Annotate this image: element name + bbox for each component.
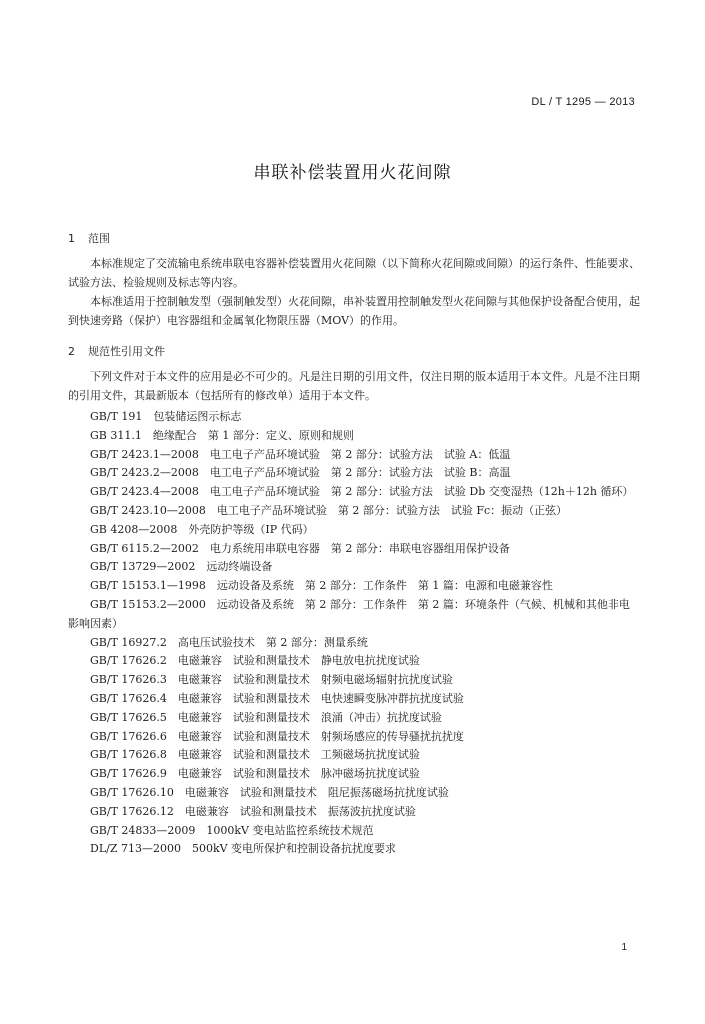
normative-reference-list [68,408,640,859]
reference-item: GB 311.1 绝缘配合 第 1 部分：定义、原则和规则 [90,428,354,442]
scope-paragraph-2: 本标准适用于控制触发型（强制触发型）火花间隙，串补装置用控制触发型火花间隙与其他保护设备配合使用，起到快速旁路（保护）电容器组和金属氧化物限压器（MOV）的作用。 [68,295,640,327]
document-title: 串联补偿装置用火花间隙 [253,163,452,183]
reference-item: GB/T 17626.4 电磁兼容 试验和测量技术 电快速瞬变脉冲群抗扰度试验 [90,691,464,705]
reference-item: GB/T 2423.10—2008 电工电子产品环境试验 第 2 部分：试验方法 试验 Fc：振动（正弦） [90,503,568,517]
reference-item: GB/T 17626.12 电磁兼容 试验和测量技术 振荡波抗扰度试验 [90,804,416,818]
reference-item: GB/T 17626.5 电磁兼容 试验和测量技术 浪涌（冲击）抗扰度试验 [90,710,442,724]
scope-paragraph-1: 本标准规定了交流输电系统串联电容器补偿装置用火花间隙（以下简称火花间隙或间隙）的运行条件、性能要求、试验方法、检验规则及标志等内容。 [68,257,640,289]
reference-item: GB/T 17626.6 电磁兼容 试验和测量技术 射频场感应的传导骚扰抗扰度 [90,729,464,743]
reference-item: GB/T 2423.4—2008 电工电子产品环境试验 第 2 部分：试验方法 试验 Db 交变湿热（12h＋12h 循环） [90,485,634,499]
section-title: 范围 [88,232,110,245]
reference-item: GB/T 17626.8 电磁兼容 试验和测量技术 工频磁场抗扰度试验 [90,748,420,762]
reference-item: GB/T 2423.1—2008 电工电子产品环境试验 第 2 部分：试验方法 试验 A：低温 [90,447,511,461]
reference-item: GB/T 15153.2—2000 远动设备及系统 第 2 部分：工作条件 第 2 篇：环境条件（气候、机械和其他非电影响因素） [68,597,630,630]
section-number: 1 [68,232,75,245]
page-number: 1 [621,942,627,953]
references-intro: 下列文件对于本文件的应用是必不可少的。凡是注日期的引用文件，仅注日期的版本适用于本文件。凡是不注日期的引用文件，其最新版本（包括所有的修改单）适用于本文件。 [68,370,640,402]
document-code: DL / T 1295 — 2013 [531,96,635,108]
reference-item: GB/T 24833—2009 1000kV 变电站监控系统技术规范 [90,823,374,837]
reference-item: GB/T 17626.2 电磁兼容 试验和测量技术 静电放电抗扰度试验 [90,654,420,668]
reference-item: DL/Z 713—2000 500kV 变电所保护和控制设备抗扰度要求 [90,842,397,856]
section-1-heading [68,230,110,246]
reference-item: GB/T 13729—2002 远动终端设备 [90,560,273,574]
reference-item: GB/T 191 包装储运图示标志 [90,410,242,423]
reference-item: GB 4208—2008 外壳防护等级（IP 代码） [90,522,314,536]
reference-item: GB/T 6115.2—2002 电力系统用串联电容器 第 2 部分：串联电容器组用保护设备 [90,541,510,555]
reference-item: GB/T 2423.2—2008 电工电子产品环境试验 第 2 部分：试验方法 试验 B：高温 [90,466,511,480]
reference-item: GB/T 15153.1—1998 远动设备及系统 第 2 部分：工作条件 第 1 篇：电源和电磁兼容性 [90,579,553,593]
section-number: 2 [68,345,75,358]
reference-item: GB/T 17626.10 电磁兼容 试验和测量技术 阻尼振荡磁场抗扰度试验 [90,785,449,799]
reference-item: GB/T 17626.3 电磁兼容 试验和测量技术 射频电磁场辐射抗扰度试验 [90,673,453,687]
reference-item: GB/T 16927.2 高电压试验技术 第 2 部分：测量系统 [90,635,368,649]
reference-item: GB/T 17626.9 电磁兼容 试验和测量技术 脉冲磁场抗扰度试验 [90,767,420,781]
section-title: 规范性引用文件 [88,345,165,358]
section-2-heading [68,343,165,359]
